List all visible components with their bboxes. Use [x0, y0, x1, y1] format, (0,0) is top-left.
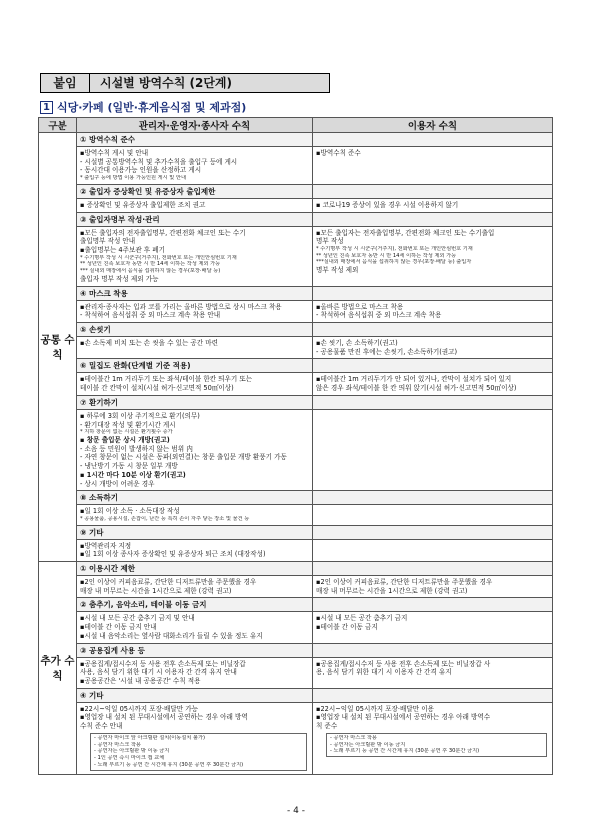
rule-line: - 노래 부르기 등 공연 간 시간제 유지 (30분 공연 후 30분간 금지) [94, 761, 244, 768]
rule-line: - 공연자 마스크 착용 [330, 734, 377, 741]
manager-rules-cell [77, 612, 313, 643]
rule-line: ** 성년인 친족 보호자 동반 시 만 14세 이하는 작성 제외 가능 [316, 252, 457, 259]
rule-line: 매장 내 머무르는 시간을 1시간으로 제한 (강력 권고) [316, 586, 468, 595]
section-title-row [39, 395, 553, 409]
rule-line: ▪일 1회 이상 소독 · 소독대장 작성 [80, 507, 180, 516]
rule-line: - 공연자는 아크릴판 밖 이동 금지 [330, 741, 406, 748]
section-title: ⑥ 밀집도 완화(단계별 기준 적용) [77, 359, 313, 373]
user-rules-cell [313, 337, 553, 359]
rule-line: - 공용물품 만진 후에는 손씻기, 손소독하기(권고) [316, 347, 458, 356]
section-title-row [39, 184, 553, 198]
rule-line: 출입명부 작성 안내 [80, 237, 136, 246]
rule-line: ▪관리자·종사자는 입과 코를 가리는 올바른 방법으로 상시 마스크 착용 [80, 302, 282, 311]
section-title-blank [313, 359, 553, 373]
additional-category-label: 추가 수칙 [39, 562, 77, 774]
section-body-row [39, 373, 553, 395]
rule-line: ▪일 1회 이상 종사자 증상확인 및 유증상자 퇴근 조치 (대장작성) [80, 550, 266, 559]
section-title: ⑨ 기타 [77, 525, 313, 539]
section-body-row [39, 198, 553, 212]
manager-rules-cell [77, 337, 313, 359]
rule-line: - 시설별 공통방역수칙 및 추가수칙을 출입구 등에 게시 [80, 157, 238, 166]
rule-line: ▪방역수칙 준수 [316, 149, 361, 157]
manager-rules-cell [77, 373, 313, 395]
section-body-row [39, 539, 553, 561]
section-title: ⑧ 소독하기 [77, 491, 313, 505]
section-body-row [39, 409, 553, 490]
section-title-blank [313, 491, 553, 505]
attachment-label: 붙임 [40, 73, 90, 93]
section-title-row [39, 133, 553, 147]
rule-line: - 공연자 마이크 앞 아크릴판 설치(이동설치 불가) [94, 734, 206, 741]
user-rules-cell [313, 657, 553, 688]
section-title: ① 방역수칙 준수 [77, 133, 313, 147]
rule-line: 사용, 음식 담기 위한 대기 시 이용자 간 간격 유지 안내 [80, 668, 237, 677]
section-title-row [39, 525, 553, 539]
attachment-header [40, 73, 330, 93]
header-manager-rules: 관리자·운영자·종사자 수칙 [77, 118, 313, 133]
rule-line: ▪2인 이상이 커피음료류, 간단한 디저트류만을 주문했을 경우 [316, 578, 493, 587]
rule-line: ▪시설 내 음악소리는 옆사람 대화소리가 들릴 수 있을 정도 유지 [80, 631, 263, 640]
section-body-row [39, 226, 553, 286]
section-title: ⑤ 손씻기 [77, 323, 313, 337]
document-title: 시설별 방역수칙 (2단계) [90, 73, 330, 93]
section-title-row [39, 286, 553, 300]
rule-line: ▪손 씻기, 손 소독하기(권고) [316, 339, 398, 348]
section-body-row [39, 657, 553, 688]
section-body-row [39, 612, 553, 643]
section-title-blank [313, 395, 553, 409]
section-title-blank [313, 562, 553, 576]
section-title-row [39, 643, 553, 657]
section-title-row [39, 323, 553, 337]
rule-line: ▪출입명부는 4주보관 후 폐기 [80, 245, 166, 254]
section-title-blank [313, 643, 553, 657]
rule-line: * 수기명부 작성 시 시군구(거주지), 전화번호 또는 개인안심번호 기재 [316, 245, 473, 252]
section-title-row [39, 562, 553, 576]
rule-line: ▪테이블간 1m 거리두기가 안 되어 있거나, 칸막이 설치가 되어 있지 [316, 375, 512, 384]
rule-line: ▪공용집게/접시수저 등 사용 전후 손소독제 또는 비닐장갑 사 [316, 659, 491, 668]
rule-line: 칙 준수 [316, 722, 338, 731]
rule-line: ▪방역관리자 지정 [80, 541, 132, 550]
section-body-row [39, 300, 553, 322]
rule-line: ▪2인 이상이 커피음료류, 간단한 디저트류만을 주문했을 경우 [80, 578, 257, 587]
section-title: ③ 출입자명부 작성·관리 [77, 212, 313, 226]
section-body-row [39, 505, 553, 525]
user-rules-cell [313, 147, 553, 185]
rule-line: * 출입구 등에 방법 이용 가능인원 게시 및 안내 [80, 175, 186, 182]
rule-line: ▪영업장 내 설치 된 무대시설에서 공연하는 경우 아래 방역수 [316, 713, 491, 722]
section-body-row [39, 337, 553, 359]
rule-line: - 1인 공연 즉시 마이크 캡 교체 [94, 755, 165, 762]
rule-line: ▪공용집게/접시수저 등 사용 전후 손소독제 또는 비닐장갑 [80, 659, 246, 668]
user-rules-cell [313, 300, 553, 322]
section-title-blank [313, 688, 553, 702]
rule-line: - 노래 부르기 등 공연 간 시간제 유지 (30분 공연 후 30분간 금지) [330, 748, 480, 755]
table-header-row [39, 118, 553, 133]
rule-line: - 공연자 마스크 착용 [94, 741, 141, 748]
rule-line: - 소음 등 민원이 발생하지 않는 범위 内 [80, 444, 193, 453]
rule-line: * 수기명부 작성 시 시군구(거주지), 전화번호 또는 개인안심번호 기재 [80, 254, 237, 261]
section-title-blank [313, 212, 553, 226]
section-title-blank [313, 133, 553, 147]
rule-line: 테이블 간 칸막이 설치(시설 허가·신고면적 50㎡이상) [80, 384, 234, 393]
section-title: ③ 공용집게 사용 등 [77, 643, 313, 657]
section-title-blank [313, 598, 553, 612]
section-title-blank [313, 323, 553, 337]
rule-line: - 동시간대 이용가능 인원을 산정하고 게시 [80, 166, 202, 175]
user-rules-cell [313, 505, 553, 525]
manager-rules-cell [77, 198, 313, 212]
rule-line: - 냉난방기 가동 시 창문 일부 개방 [80, 462, 178, 471]
section-title: ① 이용시간 제한 [77, 562, 313, 576]
user-performance-box [326, 733, 547, 757]
manager-rules-cell [77, 539, 313, 561]
section-title: ⑦ 환기하기 [77, 395, 313, 409]
section-title-row [39, 688, 553, 702]
header-category: 구분 [39, 118, 77, 133]
rule-line: ▪ 증상확인 및 유증상자 출입제한 조치 권고 [80, 200, 206, 209]
section-title-blank [313, 525, 553, 539]
section-title-blank [313, 286, 553, 300]
rule-line: ▪테이블 간 이동 금지 [316, 623, 378, 632]
common-category-label: 공통 수칙 [39, 133, 77, 562]
section-body-row [39, 702, 553, 774]
rule-line: ▪올바른 방법으로 마스크 착용 [316, 302, 404, 311]
user-rules-cell [313, 226, 553, 286]
rule-line: 용, 음식 담기 위한 대기 시 이용자 간 간격 유지 [316, 668, 452, 677]
rules-table [38, 117, 553, 775]
manager-rules-cell [77, 505, 313, 525]
section-title-row [39, 212, 553, 226]
page-number: - 4 - [287, 806, 305, 816]
rule-line: - 착석하여 음식섭취 중 외 마스크 계속 착용 [316, 311, 442, 320]
manager-performance-box [90, 733, 307, 771]
section-title: ④ 마스크 착용 [77, 286, 313, 300]
section-body-row [39, 147, 553, 185]
section-title-row [39, 359, 553, 373]
manager-rules-cell [77, 702, 313, 774]
user-rules-cell [313, 198, 553, 212]
section-body-row [39, 576, 553, 598]
rule-line: * 지하 창문이 없는 시설은 환기횟수 증가 [80, 429, 173, 436]
rule-line: ▪22시~익일 05시까지 포장·배달만 가능 [80, 704, 198, 713]
rule-line: ▪ 창문 출입문 상시 개방(권고) [80, 436, 170, 444]
rule-line: - 착석하여 음식섭취 중 외 마스크 계속 착용 안내 [80, 311, 221, 320]
rule-line: 출입자 명부 작성 제외 가능 [80, 274, 159, 283]
section-title-row [39, 491, 553, 505]
rule-line: 명부 작성 제외 [316, 266, 359, 275]
rule-line: ▪시설 내 모든 공간 춤추기 금지 및 안내 [80, 614, 195, 623]
section-title-row [39, 598, 553, 612]
manager-rules-cell [77, 300, 313, 322]
manager-rules-cell [77, 576, 313, 598]
rule-line: *** 실내외 매장에서 음식을 섭취하지 않는 경우(포장·배달 등) [80, 268, 221, 275]
manager-rules-cell [77, 147, 313, 185]
rule-line: ***실내외 매장에서 음식을 섭취하지 않는 경우(포장·배달 등) 출입자 [316, 259, 472, 266]
rule-line: 명부 작성 [316, 237, 344, 246]
user-rules-cell [313, 373, 553, 395]
rule-line: - 공연자는 아크릴판 밖 이동 금지 [94, 748, 170, 755]
user-rules-cell [313, 409, 553, 490]
rule-line: ▪손 소독제 비치 또는 손 씻을 수 있는 공간 마련 [80, 339, 218, 348]
section-title-blank [313, 184, 553, 198]
rule-line: 매장 내 머무르는 시간을 1시간으로 제한 (강력 권고) [80, 586, 232, 595]
rule-line: ▪영업장 내 설치 된 무대시설에서 공연하는 경우 아래 방역 [80, 713, 248, 722]
rule-line: * 공용물품, 공용시설, 손잡이, 난간 등 특히 손이 자주 닿는 장소 및 물건 등 [80, 515, 250, 522]
section-subtitle-text: 식당·카페 (일반·휴게음식점 및 제과점) [57, 101, 247, 114]
section-title: ④ 기타 [77, 688, 313, 702]
rule-line: ▪모든 출입자의 전자출입명부, 간편전화 체크인 또는 수기 [80, 228, 246, 237]
rule-line: ▪공용공간은 '시설 내 공용공간' 수칙 적용 [80, 677, 201, 685]
rule-line: ▪ 하루에 3회 이상 주기적으로 환기(의무) [80, 411, 200, 420]
manager-rules-cell [77, 226, 313, 286]
rule-line: 않은 경우 좌석/테이블 한 칸 띄워 앉기(시설 허가·신고면적 50㎡이상) [316, 384, 517, 393]
rule-line: ▪테이블 간 이동 금지 안내 [80, 623, 157, 632]
manager-rules-cell [77, 657, 313, 688]
rule-line: ▪방역수칙 게시 및 안내 [80, 149, 149, 157]
section-title: ② 출입자 증상확인 및 유증상자 출입제한 [77, 184, 313, 198]
rule-line: - 환기대장 작성 및 환기시간 게시 [80, 420, 176, 429]
rule-line: ▪시설 내 모든 공간 춤추기 금지 [316, 614, 408, 623]
section-title: ② 춤추기, 음악소리, 테이블 이동 금지 [77, 598, 313, 612]
user-rules-cell [313, 702, 553, 774]
rule-line: ▪22시~익일 05시까지 포장·배달만 이용 [316, 704, 434, 713]
rule-line: ▪ 1시간 마다 10분 이상 환기(권고) [80, 470, 186, 479]
rule-line: ** 성년인 친족 보호자 동반 시 만 14세 이하는 작성 제외 가능 [80, 261, 221, 268]
user-rules-cell [313, 612, 553, 643]
rule-line: ▪ 코로나19 증상이 있을 경우 시설 이용하지 않기 [316, 200, 459, 209]
rule-line: - 자연 창문이 없는 시설은 동파(외연결)는 창문 출입문 개방 환풍기 가동 [80, 453, 287, 462]
user-rules-cell [313, 576, 553, 598]
section-subtitle [40, 99, 246, 115]
rule-line: 수칙 준수 안내 [80, 722, 123, 731]
rule-line: - 상시 개방이 어려운 경우 [80, 479, 155, 488]
rule-line: ▪테이블간 1m 거리두기 또는 좌석/테이블 한칸 띄우기 또는 [80, 375, 253, 384]
section-number-box: 1 [40, 101, 53, 114]
rule-line: ▪모든 출입자는 전자출입명부, 간편전화 체크인 또는 수기출입 [316, 228, 495, 237]
manager-rules-cell [77, 409, 313, 490]
user-rules-cell [313, 539, 553, 561]
header-user-rules: 이용자 수칙 [313, 118, 553, 133]
